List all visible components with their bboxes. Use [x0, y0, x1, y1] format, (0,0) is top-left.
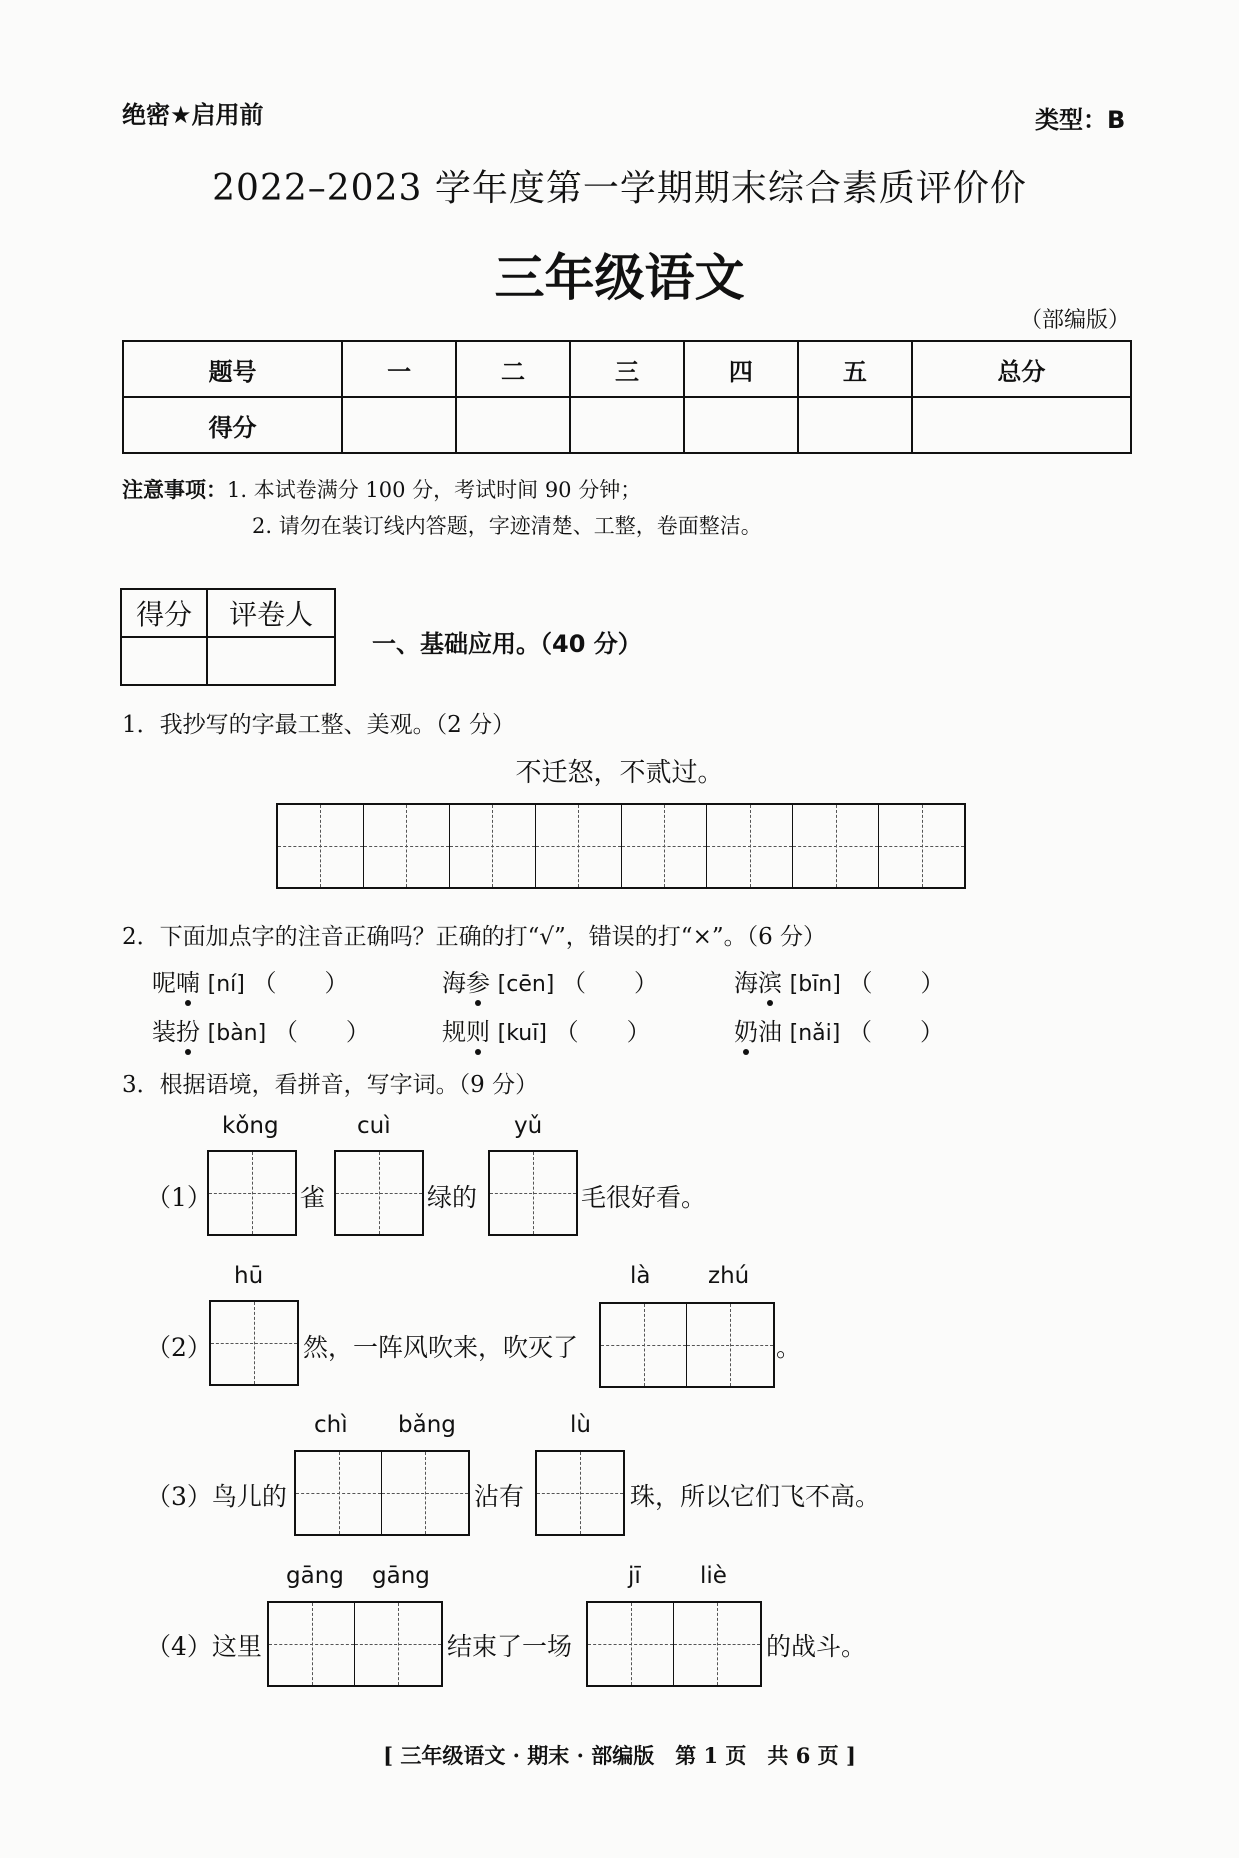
question-2-text: 2．下面加点字的注音正确吗？正确的打“√”，错误的打“×”。（6 分）: [122, 924, 827, 950]
score-cell-label: 题号: [123, 341, 342, 397]
q3-s2-pinyin-1: hū: [234, 1263, 264, 1289]
q3-s1-pinyin-2: cuì: [357, 1113, 391, 1139]
answer-paren[interactable]: （ ）: [554, 1018, 651, 1046]
score-input-cell[interactable]: [798, 397, 912, 453]
score-cell-part1: 一: [342, 341, 456, 397]
q3-s4-text-1: 结束了一场: [447, 1632, 573, 1661]
score-cell-part4: 四: [684, 341, 798, 397]
section-1-title: 一、基础应用。（40 分）: [372, 630, 642, 658]
q3-s4-box-1[interactable]: [267, 1601, 443, 1687]
q3-s2-number: （2）: [146, 1333, 212, 1362]
q3-s1-text-3: 毛很好看。: [581, 1183, 707, 1212]
grader-score-input[interactable]: [121, 637, 207, 685]
q3-s2-box-1[interactable]: [209, 1300, 299, 1386]
notice-label: 注意事项：: [122, 478, 227, 502]
dotted-char: 扮: [176, 1018, 200, 1046]
q2-item-1: 呢喃 [ní] （ ）: [152, 969, 349, 997]
confidential-label: 绝密★启用前: [122, 101, 264, 129]
answer-paren[interactable]: （ ）: [273, 1018, 370, 1046]
answer-paren[interactable]: （ ）: [252, 969, 349, 997]
dotted-char: 参: [466, 969, 490, 997]
q3-s3-box-2[interactable]: [535, 1450, 625, 1536]
score-input-cell[interactable]: [684, 397, 798, 453]
score-cell-part2: 二: [456, 341, 570, 397]
q3-s3-text-1: 沾有: [474, 1482, 525, 1511]
question-1-prompt: 不迁怒，不贰过。: [515, 758, 724, 788]
subject-title: 三年级语文: [494, 249, 745, 307]
q2-item-6: 奶油 [nǎi] （ ）: [734, 1018, 944, 1046]
score-table-score-row: [123, 397, 1131, 453]
exam-title: 2022–2023 学年度第一学期期末综合素质评价价: [212, 168, 1027, 209]
q3-s1-number: （1）: [146, 1183, 212, 1212]
dotted-char: 喃: [176, 969, 200, 997]
q3-s1-pinyin-3: yǔ: [514, 1113, 543, 1139]
score-cell-total: 总分: [912, 341, 1131, 397]
q2-item-2: 海参 [cēn] （ ）: [442, 969, 659, 997]
edition-label: （部编版）: [1020, 308, 1131, 333]
answer-paren[interactable]: （ ）: [562, 969, 659, 997]
q3-s4-pinyin-4: liè: [700, 1563, 727, 1589]
question-3-text: 3．根据语境，看拼音，写字词。（9 分）: [122, 1072, 539, 1098]
score-input-cell[interactable]: [456, 397, 570, 453]
q3-s3-pinyin-1: chì: [314, 1412, 348, 1438]
q3-s2-pinyin-2: là: [630, 1263, 651, 1289]
q3-s4-pinyin-2: gāng: [372, 1563, 430, 1589]
q3-s3-pinyin-3: lù: [570, 1412, 591, 1438]
grader-name-label: 评卷人: [207, 589, 335, 637]
q3-s1-box-2[interactable]: [334, 1150, 424, 1236]
q3-s2-box-2[interactable]: [599, 1302, 775, 1388]
score-table-header-row: [123, 341, 1131, 397]
q3-s1-text-1: 雀: [300, 1183, 326, 1212]
notice-block: [122, 472, 762, 544]
grader-score-label: 得分: [121, 589, 207, 637]
q3-s1-pinyin-1: kǒng: [222, 1113, 279, 1139]
score-input-cell[interactable]: [570, 397, 684, 453]
score-cell-part5: 五: [798, 341, 912, 397]
grader-name-input[interactable]: [207, 637, 335, 685]
q3-s2-pinyin-3: zhú: [708, 1263, 750, 1289]
page-footer: [ 三年级语文 · 期末 · 部编版 第 1 页 共 6 页 ]: [383, 1743, 856, 1768]
q3-s1-box-1[interactable]: [207, 1150, 297, 1236]
question-1-text: 1．我抄写的字最工整、美观。（2 分）: [122, 712, 516, 738]
q3-s3-box-1[interactable]: [294, 1450, 470, 1536]
q3-s1-text-2: 绿的: [427, 1183, 478, 1212]
q3-s1-box-3[interactable]: [488, 1150, 578, 1236]
paper-type-label: 类型：B: [1035, 106, 1126, 134]
score-row-label: 得分: [123, 397, 342, 453]
q2-item-4: 装扮 [bàn] （ ）: [152, 1018, 370, 1046]
copy-writing-grid[interactable]: [276, 803, 966, 889]
q3-s4-text-2: 的战斗。: [766, 1632, 867, 1661]
q3-s4-number: （4）这里: [146, 1632, 262, 1661]
answer-paren[interactable]: （ ）: [847, 1018, 944, 1046]
q3-s3-text-2: 珠，所以它们飞不高。: [630, 1482, 881, 1511]
q3-s4-pinyin-3: jī: [628, 1563, 641, 1589]
dotted-char: 奶: [734, 1018, 758, 1046]
score-input-cell[interactable]: [912, 397, 1131, 453]
q3-s4-pinyin-1: gāng: [286, 1563, 344, 1589]
q3-s3-number: （3）鸟儿的: [146, 1482, 287, 1511]
q3-s4-box-2[interactable]: [586, 1601, 762, 1687]
q3-s2-text-1: 然，一阵风吹来，吹灭了: [303, 1333, 579, 1362]
q2-item-5: 规则 [kuī] （ ）: [442, 1018, 651, 1046]
notice-line-2: 2. 请勿在装订线内答题，字迹清楚、工整，卷面整洁。: [252, 514, 762, 538]
notice-line-1: 1. 本试卷满分 100 分，考试时间 90 分钟；: [227, 478, 642, 502]
q3-s2-text-2: 。: [776, 1333, 802, 1362]
score-table: [122, 340, 1132, 454]
q2-item-3: 海滨 [bīn] （ ）: [734, 969, 945, 997]
score-cell-part3: 三: [570, 341, 684, 397]
grader-box: [120, 588, 336, 686]
score-input-cell[interactable]: [342, 397, 456, 453]
q3-s3-pinyin-2: bǎng: [398, 1412, 456, 1438]
dotted-char: 则: [466, 1018, 490, 1046]
answer-paren[interactable]: （ ）: [848, 969, 945, 997]
dotted-char: 滨: [758, 969, 782, 997]
